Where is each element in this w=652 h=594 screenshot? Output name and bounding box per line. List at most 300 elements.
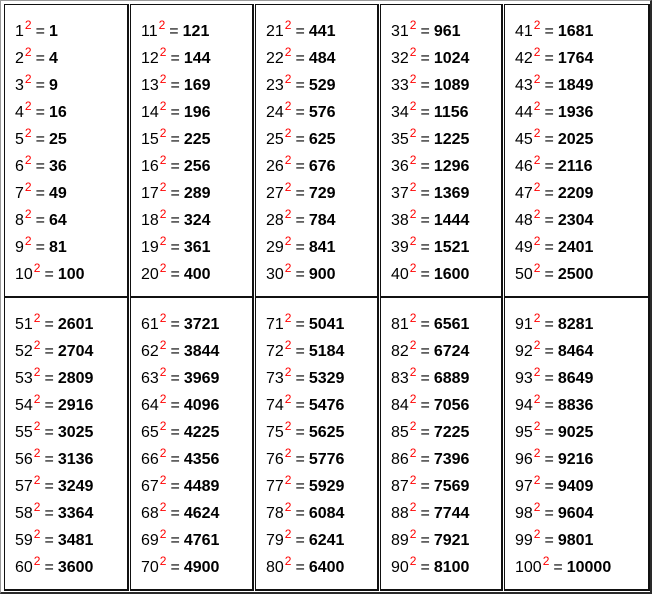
square-base: 53 [15,370,33,387]
square-entry [141,527,220,552]
equals-sign: = [170,397,180,414]
square-base: 10 [15,266,33,283]
square-exponent: 2 [159,72,167,86]
square-exponent: 2 [533,473,541,487]
square-exponent: 2 [409,365,417,379]
square-entry [141,311,220,336]
square-entry [266,261,336,286]
square-entry [515,338,594,363]
square-base: 59 [15,532,33,549]
square-exponent: 2 [284,392,292,406]
square-entry [515,99,594,124]
square-base: 21 [266,23,284,40]
square-value: 5476 [308,397,345,414]
equals-sign: = [295,185,305,202]
square-entry [391,473,470,498]
square-base: 64 [141,397,159,414]
square-entry [15,261,85,286]
square-base: 72 [266,343,284,360]
equals-sign: = [170,212,180,229]
square-exponent: 2 [284,180,292,194]
square-exponent: 2 [159,126,167,140]
square-value: 784 [308,212,336,229]
square-exponent: 2 [409,554,417,568]
square-exponent: 2 [284,45,292,59]
square-entry [391,126,470,151]
square-value: 6084 [308,505,345,522]
square-entry [515,180,594,205]
square-base: 96 [515,451,533,468]
square-entry [141,446,220,471]
square-entry [266,180,336,205]
equals-sign: = [420,104,430,121]
square-base: 19 [141,239,159,256]
square-entry [391,234,470,259]
equals-sign: = [295,505,305,522]
equals-sign: = [170,424,180,441]
equals-sign: = [295,77,305,94]
square-base: 3 [15,77,24,94]
square-exponent: 2 [159,392,167,406]
square-value: 1 [48,23,58,40]
square-entry [391,527,470,552]
square-exponent: 2 [284,18,292,32]
square-base: 36 [391,158,409,175]
square-base: 40 [391,266,409,283]
square-entry [391,261,470,286]
square-entry [266,45,336,70]
square-exponent: 2 [409,45,417,59]
square-base: 69 [141,532,159,549]
square-value: 6561 [433,316,470,333]
equals-sign: = [35,104,45,121]
square-base: 100 [515,559,542,576]
squares-block-8 [255,297,379,591]
square-exponent: 2 [533,419,541,433]
square-value: 3969 [183,370,220,387]
square-base: 66 [141,451,159,468]
equals-sign: = [544,266,554,283]
square-base: 58 [15,505,33,522]
square-value: 1225 [433,131,470,148]
square-base: 29 [266,239,284,256]
square-base: 30 [266,266,284,283]
square-base: 46 [515,158,533,175]
square-entry [391,392,470,417]
square-exponent: 2 [409,527,417,541]
square-entry [266,392,345,417]
square-entry [15,126,67,151]
square-entry [15,338,94,363]
equals-sign: = [35,239,45,256]
square-exponent: 2 [409,126,417,140]
equals-sign: = [295,343,305,360]
square-entry [515,500,594,525]
square-exponent: 2 [409,72,417,86]
equals-sign: = [420,266,430,283]
square-entry [141,18,210,43]
square-entry [15,72,58,97]
square-base: 50 [515,266,533,283]
square-exponent: 2 [33,261,41,275]
square-entry [15,554,94,579]
square-value: 676 [308,158,336,175]
square-exponent: 2 [284,527,292,541]
equals-sign: = [544,505,554,522]
square-value: 3721 [183,316,220,333]
square-exponent: 2 [33,419,41,433]
squares-block-10 [504,297,650,591]
equals-sign: = [420,212,430,229]
square-exponent: 2 [33,365,41,379]
square-base: 5 [15,131,24,148]
square-value: 8649 [557,370,594,387]
equals-sign: = [44,316,54,333]
square-entry [515,234,594,259]
square-base: 94 [515,397,533,414]
square-exponent: 2 [158,18,166,32]
square-value: 900 [308,266,336,283]
square-base: 71 [266,316,284,333]
square-exponent: 2 [284,473,292,487]
square-exponent: 2 [284,554,292,568]
square-base: 7 [15,185,24,202]
square-entry [266,99,336,124]
square-exponent: 2 [159,419,167,433]
square-base: 54 [15,397,33,414]
square-value: 2916 [57,397,94,414]
square-base: 23 [266,77,284,94]
square-entry [141,473,220,498]
equals-sign: = [544,316,554,333]
equals-sign: = [544,212,554,229]
equals-sign: = [544,397,554,414]
square-exponent: 2 [24,45,32,59]
square-entry [391,72,470,97]
square-value: 256 [183,158,211,175]
square-entry [141,72,211,97]
square-value: 36 [48,158,67,175]
square-base: 27 [266,185,284,202]
equals-sign: = [170,185,180,202]
square-base: 55 [15,424,33,441]
equals-sign: = [44,532,54,549]
equals-sign: = [44,451,54,468]
equals-sign: = [420,158,430,175]
square-entry [515,554,612,579]
square-entry [391,18,461,43]
square-exponent: 2 [24,153,32,167]
square-entry [15,500,94,525]
square-value: 7744 [433,505,470,522]
square-base: 52 [15,343,33,360]
square-entry [266,554,345,579]
square-exponent: 2 [24,18,32,32]
square-base: 84 [391,397,409,414]
square-exponent: 2 [159,99,167,113]
square-entry [515,311,594,336]
square-value: 729 [308,185,336,202]
square-entry [266,527,345,552]
square-value: 529 [308,77,336,94]
equals-sign: = [170,104,180,121]
square-exponent: 2 [33,527,41,541]
square-value: 5929 [308,478,345,495]
square-entry [515,473,594,498]
square-entry [141,153,211,178]
square-exponent: 2 [159,446,167,460]
square-base: 32 [391,50,409,67]
equals-sign: = [420,131,430,148]
equals-sign: = [420,239,430,256]
square-base: 47 [515,185,533,202]
square-value: 9604 [557,505,594,522]
equals-sign: = [544,158,554,175]
square-value: 169 [183,77,211,94]
square-base: 90 [391,559,409,576]
square-exponent: 2 [284,365,292,379]
equals-sign: = [170,451,180,468]
square-exponent: 2 [33,338,41,352]
square-exponent: 2 [409,500,417,514]
square-exponent: 2 [24,180,32,194]
square-value: 4761 [183,532,220,549]
square-exponent: 2 [159,365,167,379]
square-value: 1089 [433,77,470,94]
square-base: 37 [391,185,409,202]
square-entry [515,207,594,232]
square-entry [391,419,470,444]
square-base: 80 [266,559,284,576]
square-base: 12 [141,50,159,67]
square-value: 2809 [57,370,94,387]
square-base: 39 [391,239,409,256]
square-base: 78 [266,505,284,522]
square-base: 60 [15,559,33,576]
square-base: 26 [266,158,284,175]
square-exponent: 2 [284,153,292,167]
square-entry [391,99,469,124]
equals-sign: = [35,77,45,94]
equals-sign: = [295,559,305,576]
square-entry [391,554,470,579]
square-value: 2601 [57,316,94,333]
square-base: 33 [391,77,409,94]
square-base: 48 [515,212,533,229]
square-entry [141,99,211,124]
equals-sign: = [170,316,180,333]
square-exponent: 2 [533,365,541,379]
square-base: 51 [15,316,33,333]
equals-sign: = [544,451,554,468]
square-value: 2401 [557,239,594,256]
square-base: 15 [141,131,159,148]
square-entry [15,99,67,124]
square-exponent: 2 [159,473,167,487]
square-exponent: 2 [533,99,541,113]
square-value: 2025 [557,131,594,148]
square-exponent: 2 [533,338,541,352]
equals-sign: = [44,343,54,360]
square-value: 484 [308,50,336,67]
square-entry [141,500,220,525]
square-entry [515,45,594,70]
square-exponent: 2 [159,180,167,194]
square-entry [391,500,470,525]
square-entry [391,446,470,471]
square-base: 25 [266,131,284,148]
square-base: 38 [391,212,409,229]
square-base: 22 [266,50,284,67]
square-entry [515,261,594,286]
square-exponent: 2 [24,99,32,113]
square-exponent: 2 [33,554,41,568]
square-exponent: 2 [24,126,32,140]
square-value: 49 [48,185,67,202]
square-entry [141,392,220,417]
square-base: 92 [515,343,533,360]
square-exponent: 2 [533,234,541,248]
square-value: 7569 [433,478,470,495]
square-value: 8836 [557,397,594,414]
equals-sign: = [169,23,179,40]
square-base: 75 [266,424,284,441]
square-entry [266,72,336,97]
square-entry [141,365,220,390]
square-exponent: 2 [533,45,541,59]
equals-sign: = [170,478,180,495]
square-entry [391,311,470,336]
square-base: 28 [266,212,284,229]
square-base: 56 [15,451,33,468]
square-exponent: 2 [284,261,292,275]
square-base: 34 [391,104,409,121]
square-value: 9025 [557,424,594,441]
equals-sign: = [544,478,554,495]
square-entry [266,153,336,178]
square-base: 43 [515,77,533,94]
square-exponent: 2 [159,554,167,568]
square-entry [15,18,58,43]
square-entry [266,365,345,390]
square-value: 361 [183,239,211,256]
square-value: 5184 [308,343,345,360]
square-value: 16 [48,104,67,121]
square-exponent: 2 [533,180,541,194]
square-base: 24 [266,104,284,121]
equals-sign: = [295,397,305,414]
square-entry [15,45,58,70]
equals-sign: = [420,451,430,468]
equals-sign: = [44,424,54,441]
equals-sign: = [553,559,563,576]
square-entry [15,207,67,232]
square-exponent: 2 [533,72,541,86]
square-exponent: 2 [284,311,292,325]
square-exponent: 2 [533,153,541,167]
square-exponent: 2 [533,311,541,325]
square-value: 2704 [57,343,94,360]
square-value: 5329 [308,370,345,387]
square-base: 79 [266,532,284,549]
square-value: 1764 [557,50,594,67]
squares-block-1 [4,4,129,298]
square-value: 1296 [433,158,470,175]
square-base: 87 [391,478,409,495]
square-value: 4489 [183,478,220,495]
equals-sign: = [420,50,430,67]
square-value: 8281 [557,316,594,333]
square-value: 7056 [433,397,470,414]
squares-block-7 [130,297,254,591]
equals-sign: = [170,239,180,256]
square-base: 93 [515,370,533,387]
equals-sign: = [44,478,54,495]
square-exponent: 2 [409,392,417,406]
square-value: 3844 [183,343,220,360]
square-exponent: 2 [284,72,292,86]
equals-sign: = [420,397,430,414]
square-value: 1936 [557,104,594,121]
equals-sign: = [420,185,430,202]
square-entry [391,153,470,178]
square-base: 67 [141,478,159,495]
equals-sign: = [44,559,54,576]
square-entry [15,527,94,552]
square-value: 1156 [433,104,469,121]
square-entry [266,473,345,498]
square-base: 11 [141,23,158,40]
square-base: 88 [391,505,409,522]
equals-sign: = [170,77,180,94]
equals-sign: = [544,77,554,94]
square-exponent: 2 [409,311,417,325]
square-value: 2304 [557,212,594,229]
square-base: 1 [15,23,24,40]
square-value: 3136 [57,451,94,468]
equals-sign: = [170,50,180,67]
square-value: 100 [57,266,85,283]
square-entry [141,419,220,444]
equals-sign: = [420,532,430,549]
equals-sign: = [295,131,305,148]
square-base: 81 [391,316,409,333]
equals-sign: = [170,370,180,387]
square-value: 1444 [433,212,470,229]
square-value: 6400 [308,559,345,576]
square-value: 576 [308,104,336,121]
square-base: 31 [391,23,409,40]
equals-sign: = [44,397,54,414]
square-entry [515,153,593,178]
equals-sign: = [295,50,305,67]
equals-sign: = [170,266,180,283]
square-value: 9409 [557,478,594,495]
square-exponent: 2 [284,338,292,352]
square-base: 76 [266,451,284,468]
square-value: 841 [308,239,336,256]
square-entry [391,207,470,232]
square-value: 400 [183,266,211,283]
square-entry [15,392,94,417]
square-base: 65 [141,424,159,441]
equals-sign: = [544,239,554,256]
square-exponent: 2 [409,446,417,460]
square-entry [515,365,594,390]
square-exponent: 2 [159,500,167,514]
square-base: 98 [515,505,533,522]
equals-sign: = [170,343,180,360]
